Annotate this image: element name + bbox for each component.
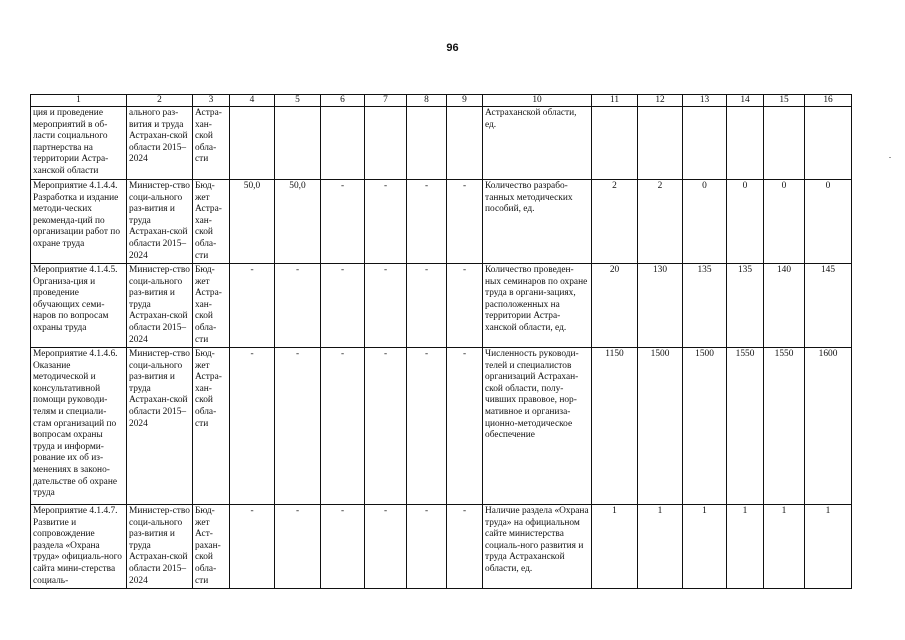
indicator-value — [683, 107, 727, 180]
funding-value — [321, 107, 365, 180]
executor-cell: ального раз-вития и труда Астрахан-ской области 2015–2024 — [127, 107, 193, 180]
indicator-value: 1150 — [592, 348, 638, 505]
funding-value — [230, 107, 275, 180]
column-number: 12 — [638, 95, 683, 107]
page-number: 96 — [446, 42, 459, 54]
indicator-value: 1 — [805, 505, 852, 589]
column-number: 2 — [127, 95, 193, 107]
activity-cell: Мероприятие 4.1.4.4. Разработка и издание методи-ческих рекоменда-ций по организации работ по охране труда — [31, 180, 127, 264]
funding-value: - — [275, 505, 321, 589]
column-number: 15 — [764, 95, 805, 107]
indicator-cell: Количество проведен-ных семинаров по охране труда в органи-зациях, расположенных на территории Астра-ханской области, ед. — [483, 264, 592, 348]
funding-value: - — [321, 264, 365, 348]
funding-source-cell: Астра-хан-ской обла-сти — [193, 107, 230, 180]
funding-value: - — [230, 505, 275, 589]
funding-value: - — [365, 180, 407, 264]
executor-cell: Министер-ство соци-ального раз-вития и труда Астрахан-ской области 2015–2024 — [127, 348, 193, 505]
column-number: 11 — [592, 95, 638, 107]
funding-source-cell: Бюд-жет Астра-хан-ской обла-сти — [193, 264, 230, 348]
funding-source-cell: Бюд-жет Астра-хан-ской обла-сти — [193, 180, 230, 264]
indicator-value: 1 — [592, 505, 638, 589]
scan-speck — [889, 157, 891, 158]
indicator-value — [764, 107, 805, 180]
activity-cell: Мероприятие 4.1.4.7. Развитие и сопровождение раздела «Охрана труда» официаль-ного сайта мини-стерства социаль- — [31, 505, 127, 589]
indicator-value: 0 — [727, 180, 764, 264]
indicator-value: 1550 — [727, 348, 764, 505]
table-row — [31, 505, 852, 589]
activity-cell: Мероприятие 4.1.4.6. Оказание методической и консультативной помощи руководи-телям и специали-стам организаций по вопросам охраны труда и информи-рование их об из-менениях в законо-дательстве об охране труда — [31, 348, 127, 505]
column-number: 4 — [230, 95, 275, 107]
funding-value: - — [447, 348, 483, 505]
indicator-value — [638, 107, 683, 180]
funding-value: 50,0 — [230, 180, 275, 264]
funding-source-cell: Бюд-жет Астра-хан-ской обла-сти — [193, 348, 230, 505]
funding-value: - — [275, 348, 321, 505]
activity-cell: ция и проведение мероприятий в об-ласти социального партнерства на территории Астра-ханской области — [31, 107, 127, 180]
indicator-value: 1 — [683, 505, 727, 589]
funding-value — [447, 107, 483, 180]
funding-value: - — [447, 505, 483, 589]
indicator-cell: Численность руководи-телей и специалистов организаций Астрахан-ской области, полу-чивших правовое, нор-мативное и организа-ционно-методическое обеспечение — [483, 348, 592, 505]
column-number: 6 — [321, 95, 365, 107]
executor-cell: Министер-ство соци-ального раз-вития и труда Астрахан-ской области 2015–2024 — [127, 505, 193, 589]
table-row — [31, 180, 852, 264]
funding-value: - — [365, 264, 407, 348]
indicator-value: 0 — [683, 180, 727, 264]
funding-value: - — [321, 348, 365, 505]
indicator-value: 2 — [592, 180, 638, 264]
indicator-value: 20 — [592, 264, 638, 348]
funding-value: - — [275, 264, 321, 348]
indicator-value: 140 — [764, 264, 805, 348]
funding-value: - — [447, 180, 483, 264]
funding-value: - — [230, 264, 275, 348]
indicator-cell: Астраханской области, ед. — [483, 107, 592, 180]
funding-value: - — [230, 348, 275, 505]
table-row — [31, 107, 852, 180]
indicator-value — [805, 107, 852, 180]
column-number: 7 — [365, 95, 407, 107]
funding-value: - — [365, 348, 407, 505]
funding-value: - — [365, 505, 407, 589]
indicator-value: 0 — [805, 180, 852, 264]
indicator-value: 1500 — [683, 348, 727, 505]
program-table — [30, 94, 852, 589]
column-number-row — [31, 95, 852, 107]
funding-value — [407, 107, 447, 180]
funding-value: - — [407, 264, 447, 348]
funding-value — [365, 107, 407, 180]
table-row — [31, 348, 852, 505]
indicator-value: 1550 — [764, 348, 805, 505]
column-number: 13 — [683, 95, 727, 107]
executor-cell: Министер-ство соци-ального раз-вития и труда Астрахан-ской области 2015–2024 — [127, 180, 193, 264]
column-number: 5 — [275, 95, 321, 107]
indicator-value: 0 — [764, 180, 805, 264]
funding-value: - — [407, 180, 447, 264]
indicator-value: 130 — [638, 264, 683, 348]
funding-value: - — [447, 264, 483, 348]
column-number: 16 — [805, 95, 852, 107]
indicator-value: 1600 — [805, 348, 852, 505]
indicator-value: 1 — [764, 505, 805, 589]
activity-cell: Мероприятие 4.1.4.5. Организа-ция и проведение обучающих семи-наров по вопросам охраны труда — [31, 264, 127, 348]
indicator-value: 1 — [727, 505, 764, 589]
column-number: 10 — [483, 95, 592, 107]
indicator-value: 1500 — [638, 348, 683, 505]
indicator-value — [592, 107, 638, 180]
funding-value — [275, 107, 321, 180]
executor-cell: Министер-ство соци-ального раз-вития и труда Астрахан-ской области 2015–2024 — [127, 264, 193, 348]
indicator-value: 1 — [638, 505, 683, 589]
indicator-value: 145 — [805, 264, 852, 348]
column-number: 8 — [407, 95, 447, 107]
indicator-cell: Количество разрабо-танных методических пособий, ед. — [483, 180, 592, 264]
table-row — [31, 264, 852, 348]
funding-value: - — [321, 180, 365, 264]
funding-source-cell: Бюд-жет Аст-рахан-ской обла-сти — [193, 505, 230, 589]
funding-value: - — [407, 348, 447, 505]
column-number: 3 — [193, 95, 230, 107]
funding-value: - — [321, 505, 365, 589]
indicator-value: 135 — [727, 264, 764, 348]
funding-value: - — [407, 505, 447, 589]
column-number: 14 — [727, 95, 764, 107]
indicator-value — [727, 107, 764, 180]
column-number: 1 — [31, 95, 127, 107]
indicator-value: 135 — [683, 264, 727, 348]
indicator-value: 2 — [638, 180, 683, 264]
column-number: 9 — [447, 95, 483, 107]
indicator-cell: Наличие раздела «Охрана труда» на официальном сайте министерства социаль-ного развития и труда Астраханской области, ед. — [483, 505, 592, 589]
funding-value: 50,0 — [275, 180, 321, 264]
